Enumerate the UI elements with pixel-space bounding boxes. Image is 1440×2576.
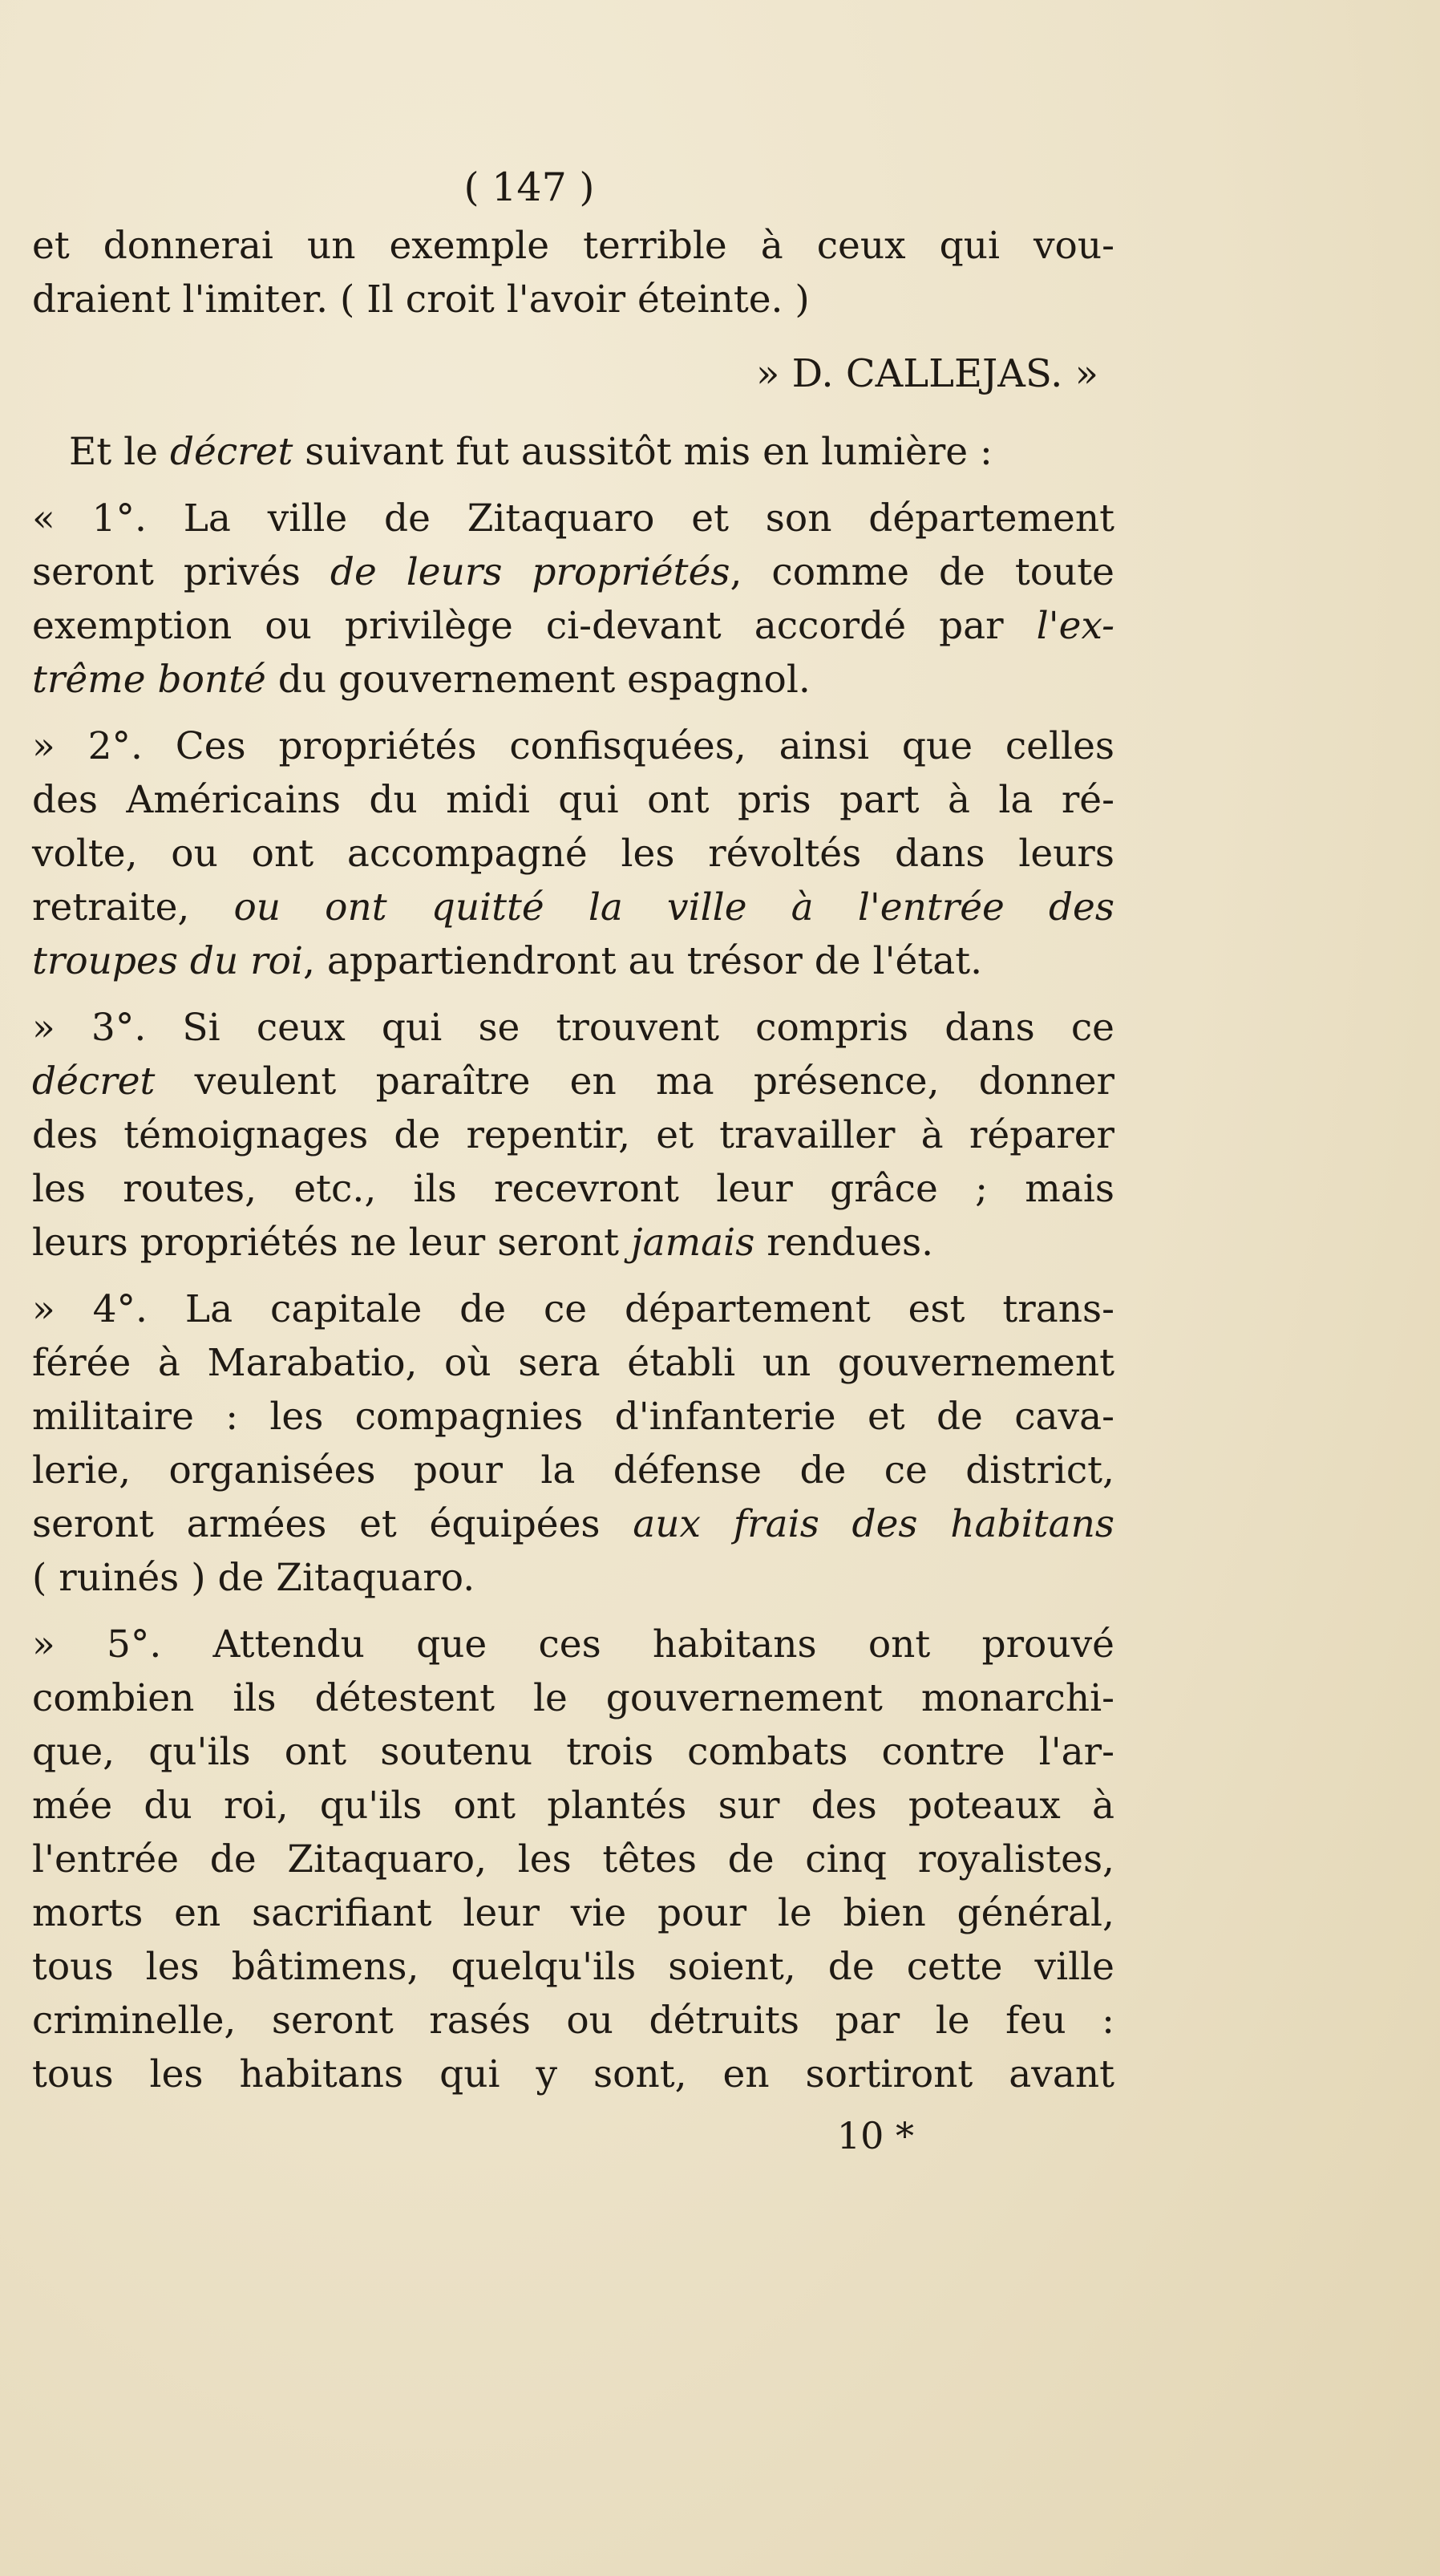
article-1 xyxy=(32,492,1114,707)
text-line: leurs propriétés ne leur seront jamais rendues. xyxy=(32,1221,934,1265)
text-line: volte, ou ont accompagné les révoltés dans leurs xyxy=(32,832,1114,876)
text-line: décret veulent paraître en ma présence, donner xyxy=(32,1059,1114,1104)
text-line: des témoignages de repentir, et travailler à réparer xyxy=(32,1113,1114,1157)
text-line: lerie, organisées pour la défense de ce district, xyxy=(32,1448,1114,1493)
article-3 xyxy=(32,1001,1114,1270)
text-line: tous les habitans qui y sont, en sortiront avant xyxy=(32,2052,1114,2096)
text-line: criminelle, seront rasés ou détruits par le feu : xyxy=(32,1999,1114,2043)
article-5 xyxy=(32,1618,1114,2101)
text-line: férée à Marabatio, où sera établi un gouvernement xyxy=(32,1341,1114,1385)
text-line: militaire : les compagnies d'infanterie et de cava- xyxy=(32,1395,1114,1439)
text-line: morts en sacrifiant leur vie pour le bien général, xyxy=(32,1891,1114,1935)
book-page xyxy=(32,160,1114,2163)
page-number: ( 147 ) xyxy=(463,164,595,210)
text-line: » 2°. Ces propriétés confisquées, ainsi que celles xyxy=(32,724,1114,768)
signature: » D. CALLEJAS. » xyxy=(755,351,1098,396)
text-line: l'entrée de Zitaquaro, les têtes de cinq royalistes, xyxy=(32,1837,1114,1881)
text-line: seront armées et équipées aux frais des habitans xyxy=(32,1502,1114,1546)
text-line: seront privés de leurs propriétés, comme de toute xyxy=(32,550,1114,594)
intro-text xyxy=(32,219,1114,326)
decree-intro xyxy=(32,425,1114,479)
text-line: mée du roi, qu'ils ont plantés sur des poteaux à xyxy=(32,1784,1114,1828)
text-line: Et le décret suivant fut aussitôt mis en lumière : xyxy=(69,430,993,474)
text-line: exemption ou privilège ci-devant accordé par l'ex- xyxy=(32,604,1114,648)
text-line: » 4°. La capitale de ce département est trans- xyxy=(32,1287,1114,1331)
text-line: trême bonté du gouvernement espagnol. xyxy=(32,658,811,702)
article-4 xyxy=(32,1282,1114,1605)
article-2 xyxy=(32,719,1114,988)
text-line: ( ruinés ) de Zitaquaro. xyxy=(32,1556,475,1600)
text-line: que, qu'ils ont soutenu trois combats contre l'ar- xyxy=(32,1730,1114,1774)
text-line: draient l'imiter. ( Il croit l'avoir éteinte. ) xyxy=(32,277,810,322)
text-line: des Américains du midi qui ont pris part à la ré- xyxy=(32,778,1114,822)
text-line: » 3°. Si ceux qui se trouvent compris dans ce xyxy=(32,1006,1114,1050)
signature-mark: 10 * xyxy=(836,2114,914,2157)
text-line: combien ils détestent le gouvernement monarchi- xyxy=(32,1676,1114,1720)
text-line: « 1°. La ville de Zitaquaro et son département xyxy=(32,496,1114,541)
text-line: » 5°. Attendu que ces habitans ont prouvé xyxy=(32,1622,1114,1667)
text-line: troupes du roi, appartiendront au trésor de l'état. xyxy=(32,939,983,983)
text-line: retraite, ou ont quitté la ville à l'entrée des xyxy=(32,885,1114,930)
text-line: les routes, etc., ils recevront leur grâce ; mais xyxy=(32,1167,1114,1211)
text-line: tous les bâtimens, quelqu'ils soient, de cette ville xyxy=(32,1945,1114,1989)
text-line: et donnerai un exemple terrible à ceux qui vou- xyxy=(32,224,1114,268)
